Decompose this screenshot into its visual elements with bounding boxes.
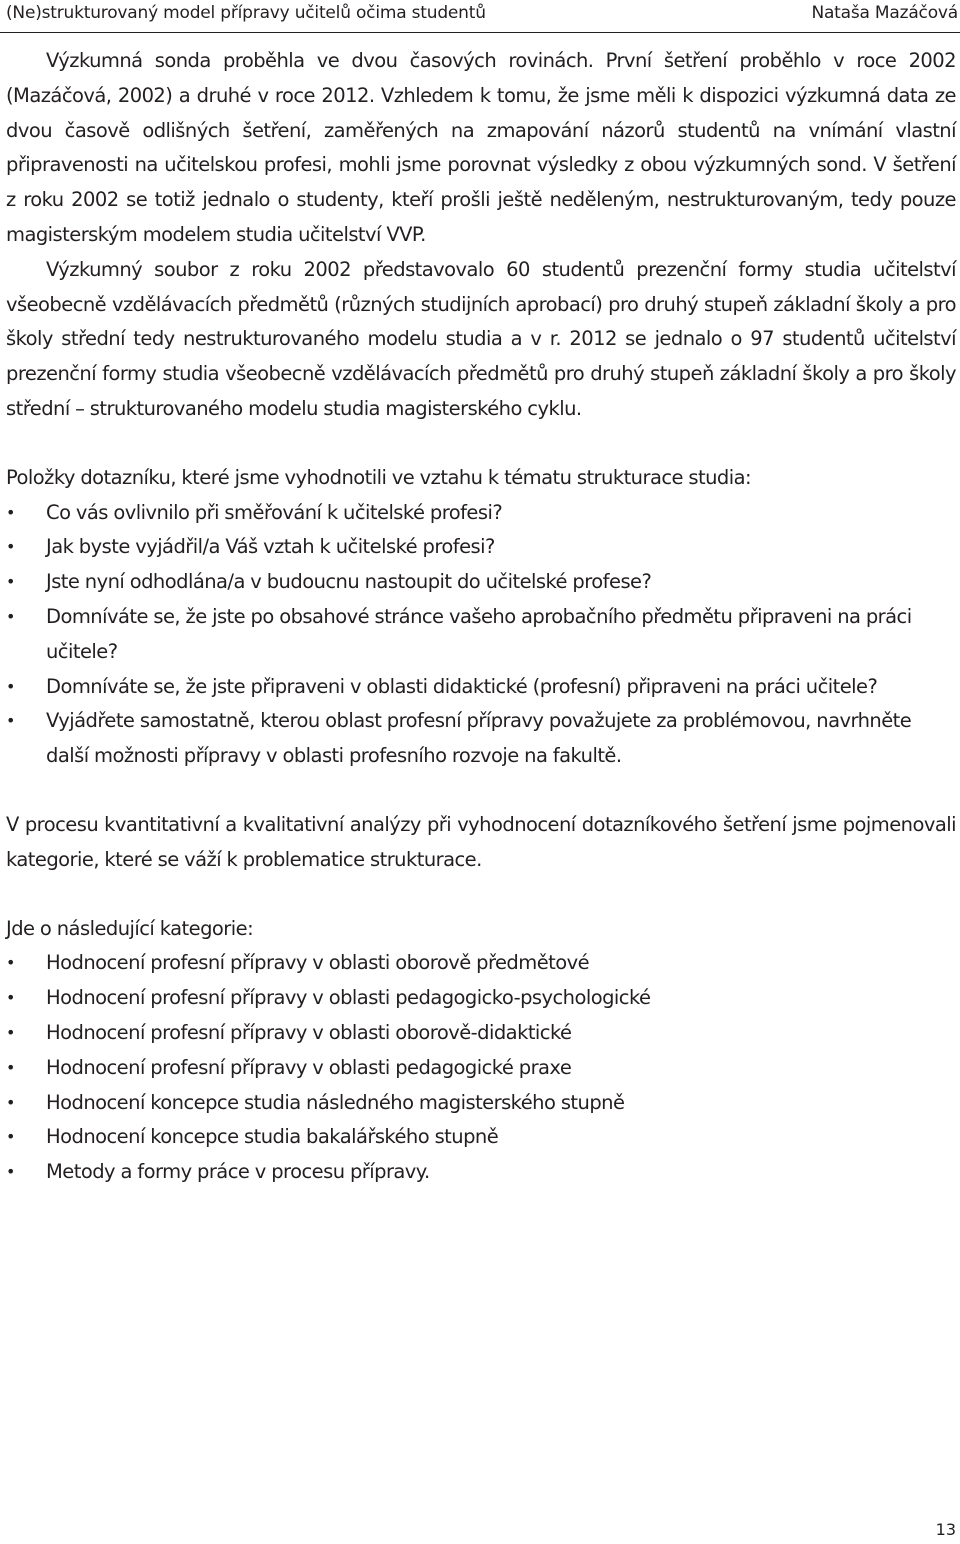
bullet-icon: • [6, 537, 15, 557]
spacer [6, 774, 956, 808]
spacer [6, 427, 956, 461]
list-item-text: Hodnocení profesní přípravy v oblasti pedagogicko-psychologické [46, 986, 651, 1010]
bullet-icon: • [6, 676, 15, 696]
spacer [6, 878, 956, 912]
list-item-text: Hodnocení koncepce studia bakalářského stupně [46, 1125, 499, 1149]
list-item-text: Jak byste vyjádřil/a Váš vztah k učitelské profesi? [46, 535, 495, 559]
paragraph-analysis: V procesu kvantitativní a kvalitativní analýzy při vyhodnocení dotazníkového šetření jsme pojmenovali kategorie, které se váží k problematice strukturace. [6, 812, 956, 871]
list-item [6, 981, 956, 1016]
list-item-text: Hodnocení profesní přípravy v oblasti oborově-didaktické [46, 1020, 572, 1044]
list-item [6, 1051, 956, 1086]
categories-list [6, 946, 956, 1190]
list-item-text: Domníváte se, že jste po obsahové stránce vašeho aprobačního předmětu připraveni na práci učitele? [46, 604, 912, 663]
bullet-icon: • [6, 606, 15, 626]
paragraph-research-probe: Výzkumná sonda proběhla ve dvou časových rovinách. První šetření proběhlo v roce 2002 (Mazáčová, 2002) a druhé v roce 2012. Vzhledem k tomu, že jsme měli k dispozici výzkumná data ze dvou časově odlišných šetření, zaměřených na zmapování názorů studentů na vnímání vlastní připravenosti na učitelskou profesi, mohli jsme porovnat výsledky z obou výzkumných sond. V šetření z roku 2002 se totiž jednalo o studenty, kteří prošli ještě neděleným, nestrukturovaným, tedy pouze magisterským modelem studia učitelství VVP. [6, 49, 956, 246]
list-item-text: Domníváte se, že jste připraveni v oblasti didaktické (profesní) připraveni na práci učitele? [46, 674, 878, 698]
list-item-text: Hodnocení profesní přípravy v oblasti oborově předmětové [46, 951, 590, 975]
bullet-icon: • [6, 1057, 15, 1077]
list-item-text: Jste nyní odhodlána/a v budoucnu nastoupit do učitelské profese? [46, 570, 652, 594]
bullet-icon: • [6, 572, 15, 592]
list-item [6, 670, 956, 705]
list-item [6, 530, 956, 565]
list-item [6, 1086, 956, 1121]
list-item-text: Hodnocení profesní přípravy v oblasti pedagogické praxe [46, 1055, 572, 1079]
list-item [6, 946, 956, 981]
bullet-icon: • [6, 988, 15, 1008]
categories-intro: Jde o následující kategorie: [6, 916, 254, 940]
page-header [0, 0, 960, 36]
bullet-icon: • [6, 1022, 15, 1042]
list-item [6, 565, 956, 600]
list-item-text: Co vás ovlivnilo při směřování k učitelské profesi? [46, 500, 503, 524]
list-item [6, 496, 956, 531]
list-item [6, 704, 956, 774]
list-item-text: Vyjádřete samostatně, kterou oblast profesní přípravy považujete za problémovou, navrhněte další možnosti přípravy v oblasti profesního rozvoje na fakultě. [46, 709, 912, 768]
bullet-icon: • [6, 1127, 15, 1147]
header-divider [0, 32, 960, 33]
list-item [6, 1120, 956, 1155]
list-item [6, 1016, 956, 1051]
running-title: (Ne)strukturovaný model přípravy učitelů očima studentů [6, 3, 486, 23]
document-body [6, 44, 956, 1190]
running-author: Nataša Mazáčová [811, 3, 958, 23]
bullet-icon: • [6, 711, 15, 731]
questions-intro: Položky dotazníku, které jsme vyhodnotili ve vztahu k tématu strukturace studia: [6, 465, 752, 489]
list-item-text: Metody a formy práce v procesu přípravy. [46, 1160, 430, 1184]
page-number: 13 [935, 1520, 956, 1539]
paragraph-research-sample: Výzkumný soubor z roku 2002 představovalo 60 studentů prezenční formy studia učitelství všeobecně vzdělávacích předmětů (různých studijních aprobací) pro druhý stupeň základní školy a pro školy střední tedy nestrukturovaného modelu studia a v r. 2012 se jednalo o 97 studentů učitelství prezenční formy studia všeobecně vzdělávacích předmětů pro druhý stupeň základní školy a pro školy střední – strukturovaného modelu studia magisterského cyklu. [6, 257, 956, 420]
list-item-text: Hodnocení koncepce studia následného magisterského stupně [46, 1090, 625, 1114]
list-item [6, 600, 956, 670]
bullet-icon: • [6, 1092, 15, 1112]
bullet-icon: • [6, 1162, 15, 1182]
bullet-icon: • [6, 953, 15, 973]
questionnaire-items-list [6, 496, 956, 774]
list-item [6, 1155, 956, 1190]
bullet-icon: • [6, 502, 15, 522]
